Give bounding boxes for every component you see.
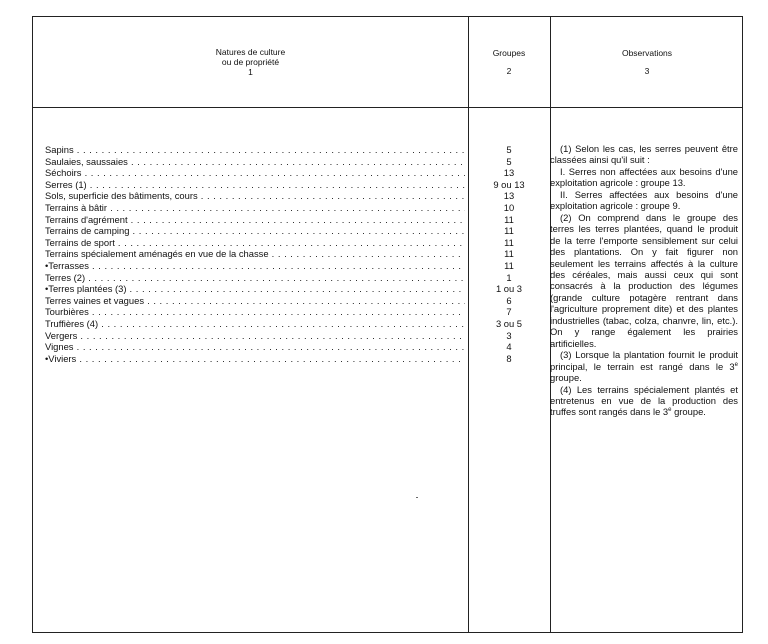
groupe-cell: 11 <box>504 213 514 225</box>
groupe-cell: 5 <box>506 144 512 155</box>
nature-cell: Tourbières . . . <box>45 306 465 318</box>
nature-cell: Sols, superficie des bâtiments, cours . . . <box>45 190 465 202</box>
groupe-cell: 10 <box>503 201 515 213</box>
header-natures-line1: Natures de culture <box>215 47 286 57</box>
groupe-cell: 9 ou 13 <box>493 178 525 190</box>
nature-cell: Saulaies, saussaies . . . <box>45 156 465 168</box>
observation-note-1-i: I. Serres non affectées aux besoins d'une exploitation agricole : groupe 13. <box>550 165 738 189</box>
groupe-cell: 1 ou 3 <box>495 283 523 295</box>
groupe-cell: 3 ou 5 <box>495 317 523 329</box>
header-divider <box>33 107 742 108</box>
groupe-cell: 7 <box>506 306 512 318</box>
groupe-cell: 11 <box>504 236 514 248</box>
superscript: e <box>668 407 672 414</box>
header-observations-number: 3 <box>644 66 650 76</box>
groupe-cell: 13 <box>503 167 515 179</box>
observation-note-3 <box>550 349 738 383</box>
groupe-cell: 11 <box>504 248 514 260</box>
nature-cell: •Terres plantées (3) . . . <box>45 283 465 295</box>
superscript: e <box>734 361 738 368</box>
groupe-cell: 4 <box>506 341 512 353</box>
header-natures-number: 1 <box>248 67 253 77</box>
table-frame <box>32 16 743 633</box>
observation-note-1: (1) Selon les cas, les serres peuvent être classées ainsi qu'il suit : <box>550 143 738 166</box>
header-groupes-title: Groupes <box>492 48 526 58</box>
header-natures-line2: ou de propriété <box>221 57 280 67</box>
header-groupes <box>468 17 550 107</box>
nature-cell: •Terrasses . . . <box>45 260 465 272</box>
observation-note-4 <box>550 384 738 418</box>
nature-cell: Vergers . . . <box>45 330 465 342</box>
nature-cell: Sapins . . . <box>45 144 465 156</box>
nature-cell: Serres (1) . . . <box>45 179 465 191</box>
nature-cell: Truffières (4) . . . <box>45 318 465 330</box>
observation-note-3-end: groupe. <box>550 372 582 384</box>
stray-mark <box>416 497 418 498</box>
nature-cell: Terrains de sport . . . <box>45 237 465 249</box>
groupe-cell: 3 <box>506 329 512 341</box>
nature-cell: Terres vaines et vagues . . . <box>45 295 465 307</box>
observation-note-3-text: (3) Lorsque la plantation fournit le produit principal, le terrain est rangé dans le 3 <box>550 349 738 372</box>
header-natures <box>33 17 468 107</box>
groupe-cell: 11 <box>504 259 514 271</box>
nature-cell: Terrains spécialement aménagés en vue de la chasse . . . <box>45 248 465 260</box>
groupe-cell: 1 <box>506 271 512 283</box>
nature-cell: Terrains d'agrément . . . <box>45 214 465 226</box>
observation-note-2: (2) On comprend dans le groupe des terres les terres plantées, quand le produit de la terre l'emporte sensiblement sur celui des plantations. On y fait figurer non seulement les terrains affectés à la culture des céréales, mais aussi ceux qui sont consacrés à la production des légumes (grande culture potagère rentrant dans l'agriculture proprement dite) et des plantes industrielles (tabac, colza, chanvre, lin, etc.). On y range également les prairies artificielles. <box>550 211 738 349</box>
nature-cell: Terres (2) . . . <box>45 272 465 284</box>
observation-note-4-end: groupe. <box>671 406 706 418</box>
groupe-cell: 13 <box>503 190 515 202</box>
nature-cell: Terrains à bâtir . . . <box>45 202 465 214</box>
header-observations <box>550 17 744 107</box>
observation-note-4-text: (4) Les terrains spécialement plantés et entretenus en vue de la production des truffes sont rangés dans le 3 <box>550 383 738 418</box>
observations-text <box>550 143 738 418</box>
nature-cell: Terrains de camping . . . <box>45 225 465 237</box>
nature-cell: •Viviers . . . <box>45 353 465 365</box>
nature-cell: Vignes . . . <box>45 341 465 353</box>
groupe-cell: 6 <box>506 294 512 306</box>
groupe-cell: 8 <box>506 352 512 364</box>
observation-note-1-ii: II. Serres affectées aux besoins d'une exploitation agricole : groupe 9. <box>550 188 738 212</box>
header-observations-title: Observations <box>621 48 673 58</box>
header-groupes-number: 2 <box>506 66 512 76</box>
nature-cell: Séchoirs . . . <box>45 167 465 179</box>
groupe-cell: 5 <box>506 155 512 167</box>
groupe-cell: 11 <box>504 225 514 237</box>
